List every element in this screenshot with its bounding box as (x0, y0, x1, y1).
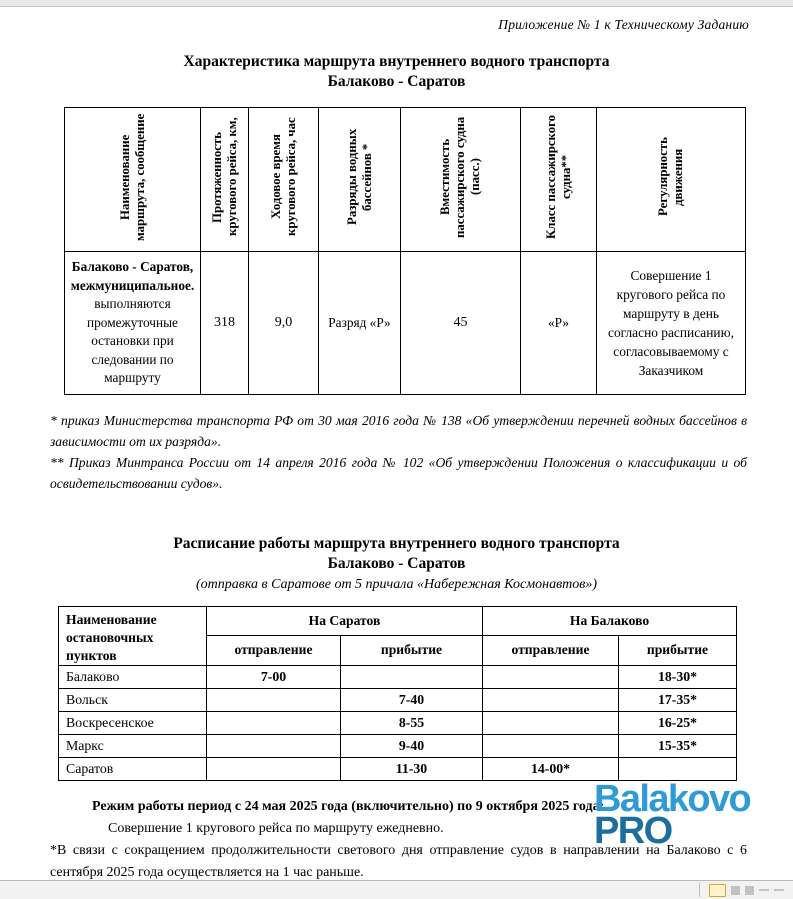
header-route-name: Наименование маршрута, сообщение (65, 108, 201, 252)
table-row (59, 688, 737, 711)
cell-balakovo-arrival: 17-35* (619, 688, 737, 711)
cell-saratov-arrival: 7-40 (341, 688, 483, 711)
tray-icon-2[interactable] (745, 886, 754, 895)
cell-saratov-departure (207, 688, 341, 711)
header-saratov-arrival: прибытие (341, 636, 483, 666)
watermark-line-1: Balakovo (594, 778, 751, 820)
document-sheet (0, 7, 793, 881)
cell-saratov-arrival (341, 665, 483, 688)
cell-stop-name: Воскресенское (59, 711, 207, 734)
cell-balakovo-departure (483, 734, 619, 757)
cell-saratov-arrival: 11-30 (341, 757, 483, 780)
header-balakovo-arrival: прибытие (619, 636, 737, 666)
header-regularity: Регулярность движения (597, 108, 746, 252)
cell-balakovo-departure (483, 665, 619, 688)
table-row (59, 734, 737, 757)
section1-title-line2: Балаково - Саратов (327, 73, 466, 90)
cell-saratov-departure: 7-00 (207, 665, 341, 688)
cell-route-name-rest: выполняются промежуточные остановки при следовании по маршруту (87, 296, 178, 385)
section1-title (0, 52, 793, 92)
section2-title-line2: Балаково - Саратов (327, 554, 466, 572)
schedule-table (58, 606, 737, 781)
section2-title-line1: Расписание работы маршрута внутреннего водного транспорта (173, 534, 620, 552)
footnote-2: ** Приказ Минтранса России от 14 апреля 2016 года № 102 «Об утверждении Положения о классификации и об освидетельствовании судов». (50, 454, 747, 491)
header-vessel-class: Класс пассажирского судна** (521, 108, 597, 252)
tray-divider (699, 883, 700, 897)
table-row (59, 711, 737, 734)
header-group-to-saratov: На Саратов (207, 606, 483, 636)
section2-title (0, 534, 793, 574)
header-length: Протяженность кругового рейса, км, (201, 108, 249, 252)
header-balakovo-departure: отправление (483, 636, 619, 666)
route-characteristics-table-wrapper (0, 107, 793, 395)
cell-stop-name: Маркс (59, 734, 207, 757)
cell-saratov-departure (207, 711, 341, 734)
header-capacity: Вместимость пассажирского судна (пасс.) (401, 108, 521, 252)
system-tray (699, 883, 789, 897)
cell-balakovo-arrival (619, 757, 737, 780)
tray-icon-3[interactable] (759, 889, 769, 891)
cell-route-name (65, 252, 201, 395)
table-row (59, 757, 737, 780)
table-row (59, 665, 737, 688)
cell-travel-time: 9,0 (249, 252, 319, 395)
cell-balakovo-arrival: 16-25* (619, 711, 737, 734)
schedule-table-wrapper (0, 606, 793, 781)
window-icon[interactable] (709, 884, 726, 897)
tray-icon-1[interactable] (731, 886, 740, 895)
cell-saratov-arrival: 8-55 (341, 711, 483, 734)
header-group-to-balakovo: На Балаково (483, 606, 737, 636)
cell-balakovo-departure (483, 688, 619, 711)
tray-icon-4[interactable] (774, 889, 784, 891)
cell-capacity: 45 (401, 252, 521, 395)
section1-title-line1: Характеристика маршрута внутреннего водного транспорта (183, 53, 610, 70)
header-saratov-departure: отправление (207, 636, 341, 666)
table-header-row (65, 108, 746, 252)
cell-vessel-class: «Р» (521, 252, 597, 395)
cell-basin-category: Разряд «Р» (319, 252, 401, 395)
cell-stop-name: Саратов (59, 757, 207, 780)
appendix-label: Приложение № 1 к Техническому Заданию (498, 17, 749, 32)
cell-balakovo-departure (483, 711, 619, 734)
cell-length-km: 318 (201, 252, 249, 395)
cell-saratov-departure (207, 757, 341, 780)
header-stop-names: Наименование остановочных пунктов (59, 606, 207, 665)
daylight-note: *В связи с сокращением продолжительности светового дня отправление судов в направлении на Балаково с 6 сентября 2025 года осуществляется на 1 час раньше. (50, 842, 747, 880)
cell-route-name-bold: Балаково - Саратов, межмуниципальное. (70, 259, 195, 293)
frequency-note: Совершение 1 кругового рейса по маршруту ежедневно. (108, 820, 444, 836)
cell-stop-name: Вольск (59, 688, 207, 711)
table-row (65, 252, 746, 395)
footnote-1: * приказ Министерства транспорта РФ от 30 мая 2016 года № 138 «Об утверждении перечней водных бассейнов в зависимости от их разряда». (50, 412, 747, 449)
cell-balakovo-arrival: 18-30* (619, 665, 737, 688)
cell-balakovo-departure: 14-00* (483, 757, 619, 780)
cell-saratov-departure (207, 734, 341, 757)
cell-stop-name: Балаково (59, 665, 207, 688)
watermark-line-2: PRO (594, 809, 672, 852)
cell-saratov-arrival: 9-40 (341, 734, 483, 757)
footnotes (0, 410, 793, 494)
window-chrome-top (0, 0, 793, 7)
closing-notes (0, 796, 793, 884)
cell-balakovo-arrival: 15-35* (619, 734, 737, 757)
schedule-period-note: Режим работы период с 24 мая 2025 года (включительно) по 9 октября 2025 года: (92, 798, 605, 814)
header-basin-category: Разряды водных бассейнов * (319, 108, 401, 252)
header-travel-time: Ходовое время кругового рейса, час (249, 108, 319, 252)
schedule-header-row-1 (59, 606, 737, 636)
taskbar (0, 880, 793, 899)
route-characteristics-table (64, 107, 746, 395)
cell-regularity: Совершение 1 кругового рейса по маршруту в день согласно расписанию, согласовываемому с Заказчиком (597, 252, 746, 395)
section2-subtitle: (отправка в Саратове от 5 причала «Набережная Космонавтов») (195, 576, 598, 592)
